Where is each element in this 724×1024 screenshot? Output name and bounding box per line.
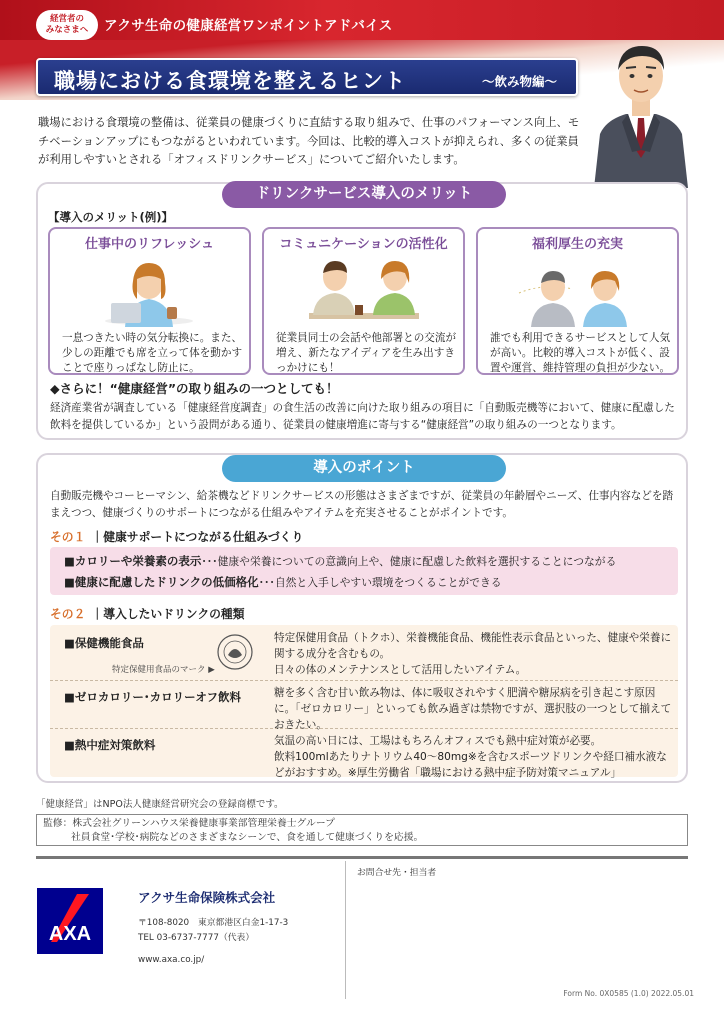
website-link[interactable]: www.axa.co.jp/ bbox=[138, 955, 205, 965]
merits-section bbox=[36, 182, 688, 440]
intro-paragraph: 職場における食環境の整備は、従業員の健康づくりに直結する取り組みで、仕事のパフォーマンス向上、モチベーションアップにもつながるといわれています。今回は、比較的導入コストが抑えられ、多くの従業員が利用しやすいとされる「オフィスドリンクサービス」についてご紹介いたします。 bbox=[38, 116, 580, 166]
merit-card-communication bbox=[262, 227, 465, 375]
page-title: 職場における食環境を整えるヒント bbox=[54, 69, 406, 93]
merit-card-refresh bbox=[48, 227, 251, 375]
drink-description: 気温の高い日には、工場はもちろんオフィスでも熱中症対策が必要。 飲料100mlあたりナトリウム40～80mg※を含むスポーツドリンクや経口補水液などがおすすめ。※厚生労働省「職場における熱中症予防対策マニュアル」 bbox=[274, 735, 667, 779]
merit-card-title: コミュニケーションの活性化 bbox=[279, 237, 448, 252]
svg-text:AXA: AXA bbox=[48, 923, 92, 945]
series-title: アクサ生命の健康経営ワンポイントアドバイス bbox=[104, 18, 393, 34]
kenko-keiei-body: 経済産業省が調査している「健康経営度調査」の食生活の改善に向けた取り組みの項目に「自動販売機等において、健康に配慮した飲料を提供しているか」という設問がある通り、従業員の健康増進に寄与する“健康経営”の取り組みの一つとなります。 bbox=[50, 402, 675, 431]
support-item-pricing bbox=[64, 574, 502, 590]
support-item-text: ･･･自然と入手しやすい環境をつくることができる bbox=[258, 576, 502, 589]
support-item-title: ■カロリーや栄養素の表示 bbox=[64, 554, 202, 568]
drink-row bbox=[50, 729, 678, 777]
kenko-keiei-heading: ◆さらに！“健康経営”の取り組みの一つとしても！ bbox=[50, 381, 339, 396]
points-intro: 自動販売機やコーヒーマシン、給茶機などドリンクサービスの形態はさまざまですが、従業員の年齢層やニーズ、仕事内容などを踏まえつつ、健康づくりのサポートにつながる仕組みやアイテムを充実させることがポイントです。 bbox=[50, 490, 674, 519]
point-2-heading bbox=[50, 605, 245, 622]
form-number: Form No. 0X0585 (1.0) 2022.05.01 bbox=[563, 989, 694, 998]
drink-description: 糖を多く含む甘い飲み物は、体に吸収されやすく肥満や糖尿病を引き起こす原因に。「ゼロカロリー」といっても飲み過ぎは禁物ですが、選択肢の一つとして揃えておきたい。 bbox=[274, 687, 672, 731]
businessman-illustration bbox=[586, 30, 696, 188]
merit-card-text: 一息つきたい時の気分転換に。また、少しの距離でも席を立って体を動かすことで座りっぱなし防止に。 bbox=[62, 332, 243, 374]
drink-name: ■ゼロカロリー･カロリーオフ飲料 bbox=[64, 690, 242, 704]
audience-badge: 経営者の みなさまへ bbox=[36, 10, 98, 40]
support-item-title: ■健康に配慮したドリンクの低価格化 bbox=[64, 575, 259, 589]
drink-row bbox=[50, 625, 678, 681]
tokuho-mark-caption: 特定保健用食品のマーク ▶ bbox=[112, 665, 215, 675]
merit-card-title: 仕事中のリフレッシュ bbox=[84, 237, 215, 252]
support-item-text: ･･･健康や栄養についての意識向上や、健康に配慮した飲料を選択することにつながる bbox=[201, 555, 617, 568]
tokuho-mark-icon bbox=[216, 633, 254, 671]
footer-divider bbox=[36, 856, 688, 859]
support-item-labeling bbox=[64, 553, 616, 569]
supervision-box bbox=[36, 814, 688, 846]
postal-address: 〒108-8020 東京都港区白金1-17-3 bbox=[138, 918, 289, 928]
drink-name: ■熱中症対策飲料 bbox=[64, 738, 156, 752]
title-box bbox=[36, 58, 578, 96]
company-address bbox=[138, 916, 288, 946]
merits-heading: ドリンクサービス導入のメリット bbox=[222, 181, 506, 208]
merit-card-text: 誰でも利用できるサービスとして人気が高い。比較的導入コストが低く、設置や運営、維持管理の負担が少ない。 bbox=[490, 332, 671, 374]
drink-types-table bbox=[50, 625, 678, 777]
merits-label: 【導入のメリット(例)】 bbox=[48, 210, 174, 224]
page-subtitle: ～飲み物編～ bbox=[482, 74, 558, 89]
merit-card-welfare bbox=[476, 227, 679, 375]
drink-description: 特定保健用食品（トクホ）、栄養機能食品、機能性表示食品といった、健康や栄養に関する成分を含むもの。 日々の体のメンテナンスとして活用したいアイテム。 bbox=[274, 632, 672, 676]
woman-with-laptop-illustration bbox=[85, 253, 215, 327]
health-support-box bbox=[50, 547, 678, 595]
drink-row bbox=[50, 681, 678, 729]
phone-number: TEL 03-6737-7777（代表） bbox=[138, 933, 255, 943]
footer-column-divider bbox=[345, 861, 346, 999]
colleagues-talking-illustration bbox=[299, 253, 429, 327]
smiling-employees-illustration bbox=[513, 253, 643, 327]
contact-label: お問合せ先・担当者 bbox=[357, 868, 437, 878]
points-section bbox=[36, 453, 688, 783]
company-name: アクサ生命保険株式会社 bbox=[138, 890, 276, 905]
supervision-line: 社員食堂･学校･病院などのさまざまなシーンで、食を通して健康づくりを応援。 bbox=[71, 832, 424, 843]
supervision-line: 監修：株式会社グリーンハウス栄養健康事業部管理栄養士グループ bbox=[43, 818, 335, 829]
points-heading: 導入のポイント bbox=[222, 455, 506, 482]
axa-logo bbox=[37, 888, 103, 954]
trademark-note: 「健康経営」はNPO法人健康経営研究会の登録商標です。 bbox=[36, 799, 284, 810]
point-2-title: ｜導入したいドリンクの種類 bbox=[91, 607, 245, 621]
point-1-heading bbox=[50, 528, 303, 545]
merit-card-title: 福利厚生の充実 bbox=[531, 237, 623, 252]
point-1-title: ｜健康サポートにつながる仕組みづくり bbox=[91, 530, 304, 544]
point-1-number: その１ bbox=[50, 530, 86, 544]
point-2-number: その２ bbox=[50, 607, 86, 621]
drink-name: ■保健機能食品 bbox=[64, 636, 144, 650]
merit-card-text: 従業員同士の会話や他部署との交流が増え、新たなアイディアを生み出すきっかけにも！ bbox=[276, 332, 457, 374]
